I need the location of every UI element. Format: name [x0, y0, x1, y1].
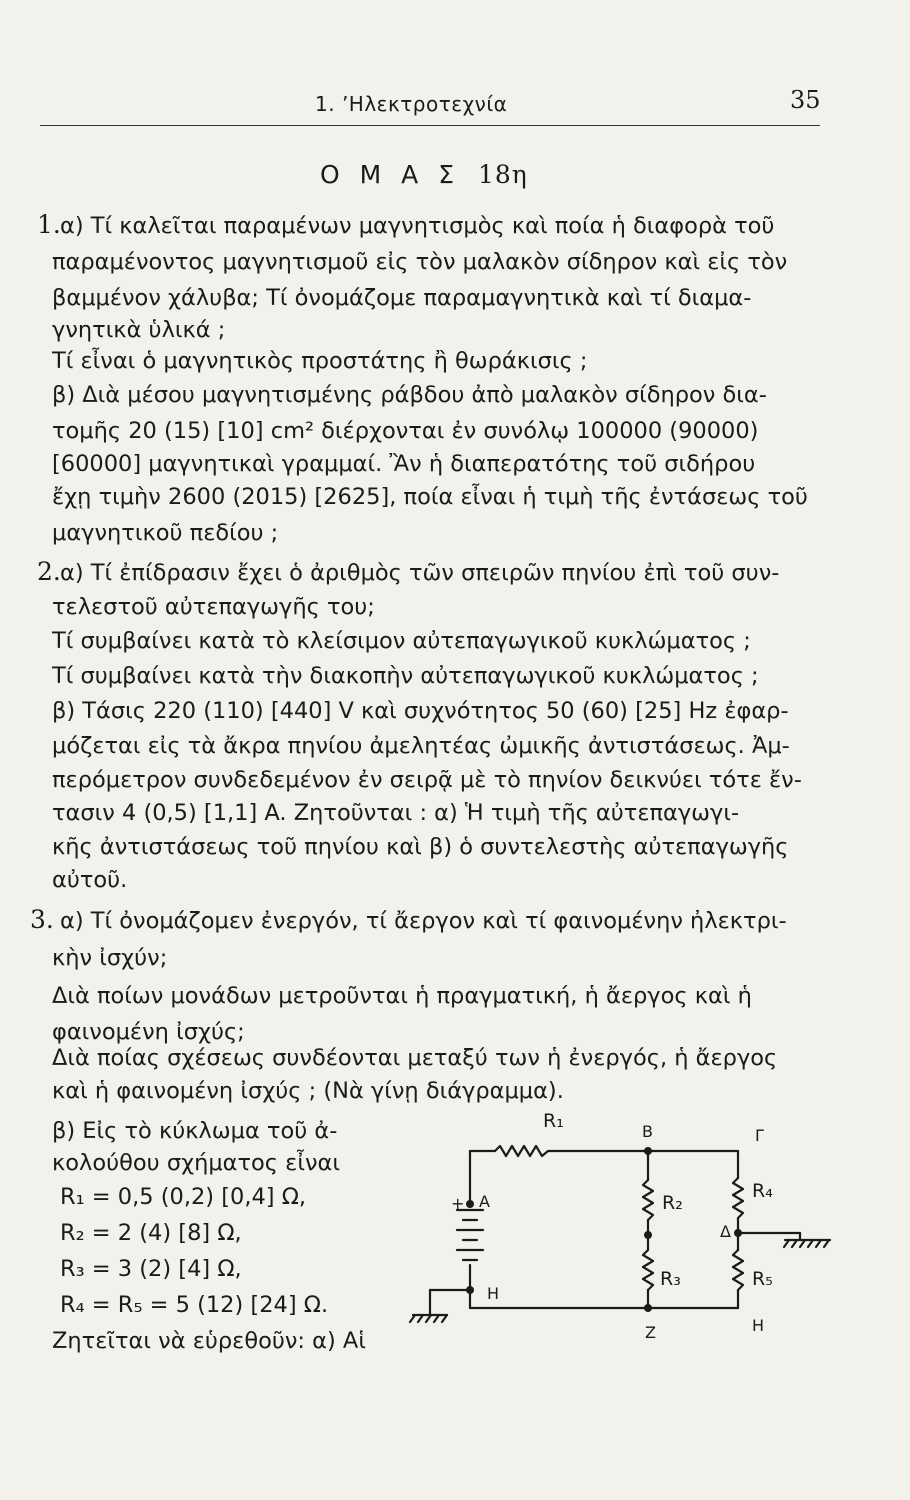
label-r3: R₃: [660, 1268, 681, 1290]
group-heading: [320, 160, 528, 189]
resistor-r5: [733, 1250, 743, 1290]
text-line: Ζητεῖται νὰ εὑρεθοῦν: α) Αἱ: [52, 1328, 366, 1354]
group-label: Ο Μ Α Σ: [320, 160, 460, 189]
text-line: R₄ = R₅ = 5 (12) [24] Ω.: [60, 1292, 329, 1318]
label-node-b: B: [642, 1122, 653, 1141]
label-node-h-right: H: [752, 1316, 765, 1335]
text-line: τελεστοῦ αὐτεπαγωγῆς του;: [52, 594, 375, 620]
text-line: μόζεται εἰς τὰ ἄκρα πηνίου ἀμελητέας ὠμικῆς ἀντιστάσεως. Ἀμ-: [52, 733, 790, 759]
node-h-dot: [466, 1286, 474, 1294]
text-line: α) Τί καλεῖται παραμένων μαγνητισμὸς καὶ ποία ἡ διαφορὰ τοῦ: [60, 213, 775, 239]
text-line: β) Διὰ μέσου μαγνητισμένης ράβδου ἀπὸ μαλακὸν σίδηρον δια-: [52, 382, 767, 408]
circuit-diagram: [405, 1110, 860, 1355]
text-line: κολούθου σχήματος εἶναι: [52, 1150, 340, 1176]
question-number: 3.: [30, 905, 54, 934]
label-plus: +: [451, 1194, 465, 1213]
label-node-z: Z: [645, 1323, 656, 1342]
resistor-r1: [495, 1146, 548, 1156]
page-number: 35: [790, 86, 821, 114]
text-line: R₂ = 2 (4) [8] Ω,: [60, 1220, 242, 1246]
text-line: γνητικὰ ὑλικά ;: [52, 317, 226, 343]
text-line: Τί συμβαίνει κατὰ τὸ κλείσιμον αὐτεπαγωγικοῦ κυκλώματος ;: [52, 628, 751, 654]
node-z-dot: [644, 1304, 652, 1312]
label-node-g: Γ: [755, 1126, 764, 1145]
label-r4: R₄: [752, 1180, 773, 1202]
text-line: R₁ = 0,5 (0,2) [0,4] Ω,: [60, 1184, 307, 1210]
label-node-a: A: [479, 1192, 490, 1211]
node-mid-dot: [644, 1231, 652, 1239]
resistor-r3: [643, 1250, 653, 1290]
header-rule: [40, 125, 820, 126]
text-line: α) Τί ἐπίδρασιν ἔχει ὁ ἀριθμὸς τῶν σπειρῶν πηνίου ἐπὶ τοῦ συν-: [60, 560, 780, 586]
text-line: κῆς ἀντιστάσεως τοῦ πηνίου καὶ β) ὁ συντελεστὴς αὐτεπαγωγῆς: [52, 834, 789, 860]
text-line: αὐτοῦ.: [52, 867, 128, 893]
text-line: Τί εἶναι ὁ μαγνητικὸς προστάτης ἢ θωράκισις ;: [52, 348, 588, 374]
node-d-dot: [734, 1229, 742, 1237]
text-line: φαινομένη ἰσχύς;: [52, 1019, 245, 1045]
text-line: R₃ = 3 (2) [4] Ω,: [60, 1256, 242, 1282]
text-line: περόμετρον συνδεδεμένον ἐν σειρᾷ μὲ τὸ πηνίον δεικνύει τότε ἔν-: [52, 767, 802, 793]
text-line: παραμένοντος μαγνητισμοῦ εἰς τὸν μαλακὸν σίδηρον καὶ εἰς τὸν: [52, 249, 788, 275]
text-line: [60000] μαγνητικαὶ γραμμαί. Ἂν ἡ διαπερατότης τοῦ σιδήρου: [52, 451, 756, 477]
text-line: μαγνητικοῦ πεδίου ;: [52, 520, 279, 546]
text-line: Διὰ ποίας σχέσεως συνδέονται μεταξύ των ἡ ἐνεργός, ἡ ἄεργος: [52, 1045, 778, 1071]
text-line: καὶ ἡ φαινομένη ἰσχύς ; (Νὰ γίνῃ διάγραμμα).: [52, 1078, 564, 1104]
text-line: β) Τάσις 220 (110) [440] V καὶ συχνότητος 50 (60) [25] Hz ἐφαρ-: [52, 698, 789, 724]
label-node-d: Δ: [720, 1222, 731, 1241]
question-number: 1.: [37, 210, 61, 239]
running-header-title: 1. ’Ηλεκτροτεχνία: [315, 92, 508, 116]
text-line: Διὰ ποίων μονάδων μετροῦνται ἡ πραγματική, ἡ ἄεργος καὶ ἡ: [52, 983, 752, 1009]
label-r5: R₅: [752, 1268, 773, 1290]
text-line: β) Εἰς τὸ κύκλωμα τοῦ ἀ-: [52, 1118, 338, 1144]
text-line: τομῆς 20 (15) [10] cm² διέρχονται ἐν συνόλῳ 100000 (90000): [52, 418, 759, 444]
question-number: 2.: [37, 557, 61, 586]
text-line: α) Τί ὀνομάζομεν ἐνεργόν, τί ἄεργον καὶ τί φαινομένην ἠλεκτρι-: [60, 908, 787, 934]
text-line: τασιν 4 (0,5) [1,1] A. Ζητοῦνται : α) Ἡ τιμὴ τῆς αὐτεπαγωγι-: [52, 800, 740, 826]
node-a-dot: [466, 1200, 474, 1208]
label-node-h-left: H: [487, 1284, 500, 1303]
resistor-r4: [733, 1178, 743, 1218]
resistor-r2: [643, 1180, 653, 1220]
text-line: βαμμένον χάλυβα; Τί ὀνομάζομε παραμαγνητικὰ καὶ τί διαμα-: [52, 285, 752, 311]
node-b-dot: [644, 1147, 652, 1155]
group-number: 18η: [478, 160, 528, 189]
label-r1: R₁: [543, 1110, 564, 1132]
text-line: ἔχῃ τιμὴν 2600 (2015) [2625], ποία εἶναι ἡ τιμὴ τῆς ἐντάσεως τοῦ: [52, 484, 808, 510]
text-line: Τί συμβαίνει κατὰ τὴν διακοπὴν αὐτεπαγωγικοῦ κυκλώματος ;: [52, 663, 759, 689]
text-line: κὴν ἰσχύν;: [52, 945, 168, 971]
label-r2: R₂: [662, 1192, 683, 1214]
